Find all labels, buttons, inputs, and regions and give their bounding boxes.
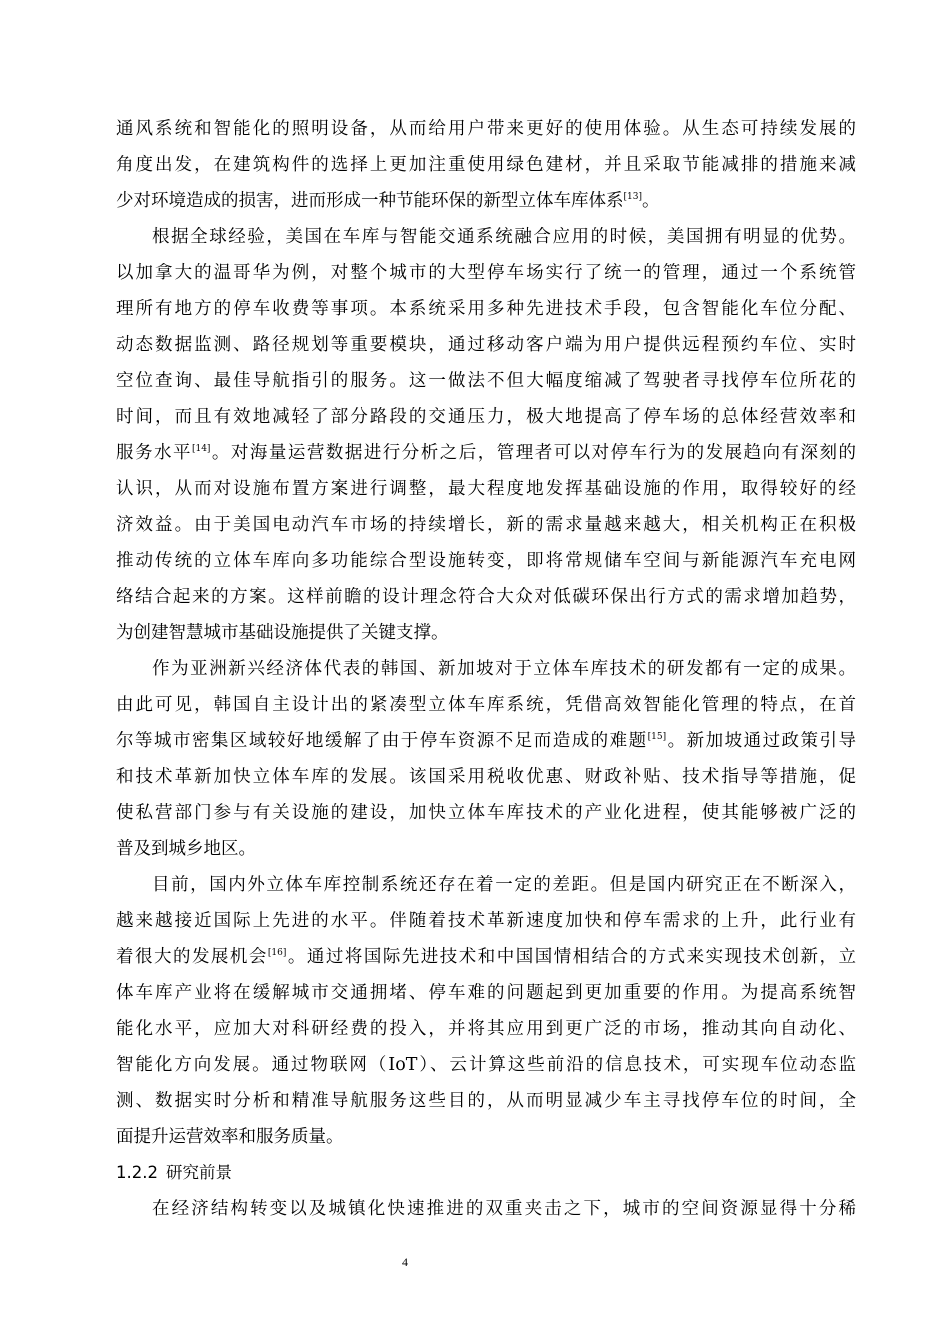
text-line: 为创建智慧城市基础设施提供了关键支撑。: [116, 623, 449, 643]
text-line: 能化水平，应加大对科研经费的投入，并将其应用到更广泛的市场，推动其向自动化、: [116, 1019, 856, 1039]
text-line: 普及到城乡地区。: [116, 839, 256, 859]
text-line: 动态数据监测、路径规划等重要模块，通过移动客户端为用户提供远程预约车位、实时: [116, 335, 856, 355]
text-line: 济效益。由于美国电动汽车市场的持续增长，新的需求量越来越大，相关机构正在积极: [116, 515, 856, 535]
text-line: 由此可见，韩国自主设计出的紧凑型立体车库系统，凭借高效智能化管理的特点，在首: [116, 695, 856, 715]
text-line: 通风系统和智能化的照明设备，从而给用户带来更好的使用体验。从生态可持续发展的: [116, 119, 856, 139]
text-line: 测、数据实时分析和精准导航服务这些目的，从而明显减少车主寻找停车位的时间，全: [116, 1091, 856, 1111]
text-line: 推动传统的立体车库向多功能综合型设施转变，即将常规储车空间与新能源汽车充电网: [116, 551, 856, 571]
text-line: 服务水平[14]。对海量运营数据进行分析之后，管理者可以对停车行为的发展趋向有深刻的: [116, 443, 857, 463]
document-page: [116, 111, 856, 1227]
text-line: 面提升运营效率和服务质量。: [116, 1127, 344, 1147]
text-line: 着很大的发展机会[16]。通过将国际先进技术和中国国情相结合的方式来实现技术创新，立: [116, 947, 857, 967]
text-line: 空位查询、最佳导航指引的服务。这一做法不但大幅度缩减了驾驶者寻找停车位所花的: [116, 371, 856, 391]
text-line: 越来越接近国际上先进的水平。伴随着技术革新速度加快和停车需求的上升，此行业有: [116, 911, 856, 931]
text-line: 和技术革新加快立体车库的发展。该国采用税收优惠、财政补贴、技术指导等措施，促: [116, 767, 856, 787]
text-line: 角度出发，在建筑构件的选择上更加注重使用绿色建材，并且采取节能减排的措施来减: [116, 155, 856, 175]
section-title: 研究前景: [165, 1163, 232, 1182]
section-heading: [116, 1155, 856, 1191]
text-line: 在经济结构转变以及城镇化快速推进的双重夹击之下，城市的空间资源显得十分稀: [152, 1199, 856, 1219]
citation-15: [15]: [647, 732, 667, 743]
text-line: 尔等城市密集区域较好地缓解了由于停车资源不足而造成的难题[15]。新加坡通过政策引导: [116, 731, 857, 751]
text-line: 目前，国内外立体车库控制系统还存在着一定的差距。但是国内研究正在不断深入，: [152, 875, 856, 895]
citation-16: [16]: [267, 948, 287, 959]
section-number: 1.2.2: [116, 1163, 158, 1182]
text-line: 时间，而且有效地减轻了部分路段的交通压力，极大地提高了停车场的总体经营效率和: [116, 407, 856, 427]
text-line: 认识，从而对设施布置方案进行调整，最大程度地发挥基础设施的作用，取得较好的经: [116, 479, 856, 499]
text-line: 理所有地方的停车收费等事项。本系统采用多种先进技术手段，包含智能化车位分配、: [116, 299, 856, 319]
paragraph-2: [116, 219, 856, 651]
citation-14: [14]: [191, 444, 211, 455]
text-line: 作为亚洲新兴经济体代表的韩国、新加坡对于立体车库技术的研发都有一定的成果。: [152, 659, 856, 679]
text-line: 络结合起来的方案。这样前瞻的设计理念符合大众对低碳环保出行方式的需求增加趋势，: [116, 587, 856, 607]
citation-13: [13]: [623, 192, 642, 203]
text-line: 以加拿大的温哥华为例，对整个城市的大型停车场实行了统一的管理，通过一个系统管: [116, 263, 856, 283]
text-line: 使私营部门参与有关设施的建设，加快立体车库技术的产业化进程，使其能够被广泛的: [116, 803, 856, 823]
text-line: 体车库产业将在缓解城市交通拥堵、停车难的问题起到更加重要的作用。为提高系统智: [116, 983, 856, 1003]
paragraph-3: [116, 651, 856, 867]
paragraph-4: [116, 867, 856, 1155]
paragraph-5: [116, 1191, 856, 1227]
text-line: 智能化方向发展。通过物联网（IoT）、云计算这些前沿的信息技术，可实现车位动态监: [116, 1055, 856, 1075]
text-line: 少对环境造成的损害，进而形成一种节能环保的新型立体车库体系[13]。: [116, 191, 660, 211]
page-number: 4: [402, 1255, 408, 1269]
paragraph-1: [116, 111, 856, 219]
text-line: 根据全球经验，美国在车库与智能交通系统融合应用的时候，美国拥有明显的优势。: [152, 227, 856, 247]
